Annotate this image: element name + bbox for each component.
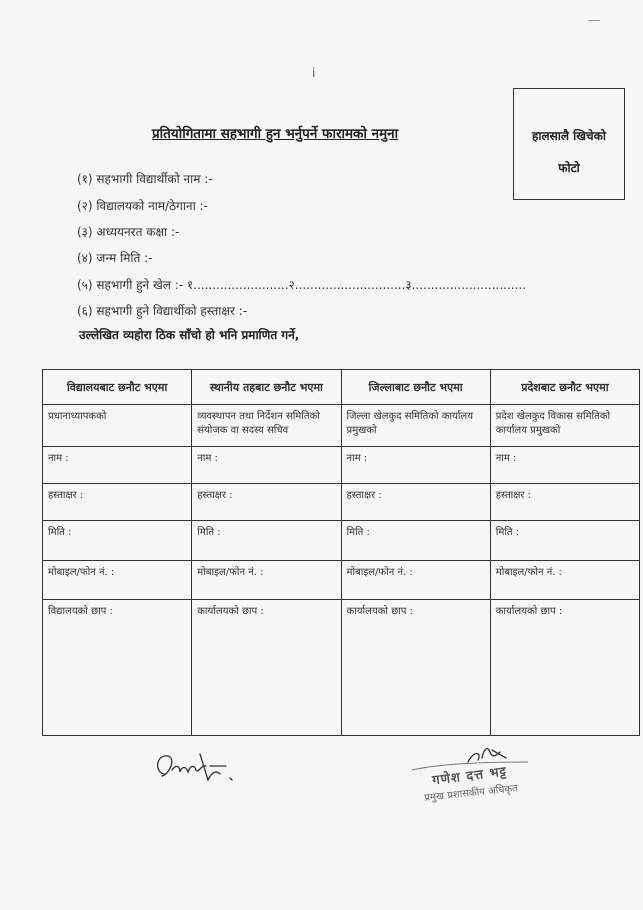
signature-cell: हस्ताक्षर : [490, 484, 639, 521]
name-cell: नाम : [341, 447, 490, 484]
phone-cell: मोबाइल/फोन नं. : [192, 561, 341, 600]
photo-box-label-2: फोटो [558, 161, 580, 175]
left-signature [150, 744, 240, 788]
photo-box [513, 88, 625, 200]
role-district: जिल्ला खेलकुद समितिको कार्यालय प्रमुखको [341, 405, 490, 447]
stamp-cell: विद्यालयको छाप : [43, 600, 192, 736]
field-class: (३) अध्ययनरत कक्षा :- [77, 225, 180, 239]
phone-cell: मोबाइल/फोन नं. : [490, 561, 639, 600]
date-cell: मिति : [341, 521, 490, 561]
official-stamp-title: प्रमुख प्रशासकीय अधिकृत [423, 783, 519, 804]
stamp-cell: कार्यालयको छाप : [341, 600, 490, 736]
name-cell: नाम : [192, 447, 341, 484]
field-student-name: (१) सहभागी विद्यार्थीको नाम :- [77, 172, 213, 186]
signature-cell: हस्ताक्षर : [341, 484, 490, 521]
stamp-cell: कार्यालयको छाप : [192, 600, 341, 736]
official-stamp-name: गणेश दत्त भट्ट [431, 764, 508, 789]
header-local: स्थानीय तहबाट छनौट भएमा [192, 370, 341, 405]
stamp-cell: कार्यालयको छाप : [490, 600, 639, 736]
date-cell: मिति : [490, 521, 639, 561]
signature-cell: हस्ताक्षर : [192, 484, 341, 521]
corner-mark [588, 20, 600, 21]
page-mark: ⅰ [312, 66, 316, 80]
header-province: प्रदेशबाट छनौट भएमा [490, 370, 639, 405]
field-birth-date: (४) जन्म मिति :- [77, 251, 153, 265]
date-cell: मिति : [192, 521, 341, 561]
role-province: प्रदेश खेलकुद विकास समितिको कार्यालय प्रमुखको [490, 405, 639, 447]
approval-table [42, 369, 640, 736]
phone-cell: मोबाइल/फोन नं. : [341, 561, 490, 600]
photo-box-label: हालसालै खिचेको [531, 129, 607, 143]
date-cell: मिति : [43, 521, 192, 561]
header-district: जिल्लाबाट छनौट भएमा [341, 370, 490, 405]
form-title: प्रतियोगितामा सहभागी हुन भर्नुपर्ने फारामको नमुना [152, 126, 399, 142]
field-sports: (५) सहभागी हुने खेल :- १.........................२.............................३.............................. [77, 278, 527, 292]
field-school-address: (२) विद्यालयको नाम/ठेगाना :- [77, 199, 208, 213]
header-school: विद्यालयबाट छनौट भएमा [43, 370, 192, 405]
phone-cell: मोबाइल/फोन नं. : [43, 561, 192, 600]
role-local: व्यवस्थापन तथा निर्देशन समितिको संयोजक वा सदस्य सचिव [192, 405, 341, 447]
signature-cell: हस्ताक्षर : [43, 484, 192, 521]
certification-text: उल्लेखित व्यहोरा ठिक साँचो हो भनि प्रमाणित गर्ने, [79, 328, 300, 342]
role-school: प्रधानाध्यापकको [43, 405, 192, 447]
field-student-signature: (६) सहभागी हुने विद्यार्थीको हस्ताक्षर :- [77, 304, 248, 318]
name-cell: नाम : [43, 447, 192, 484]
name-cell: नाम : [490, 447, 639, 484]
